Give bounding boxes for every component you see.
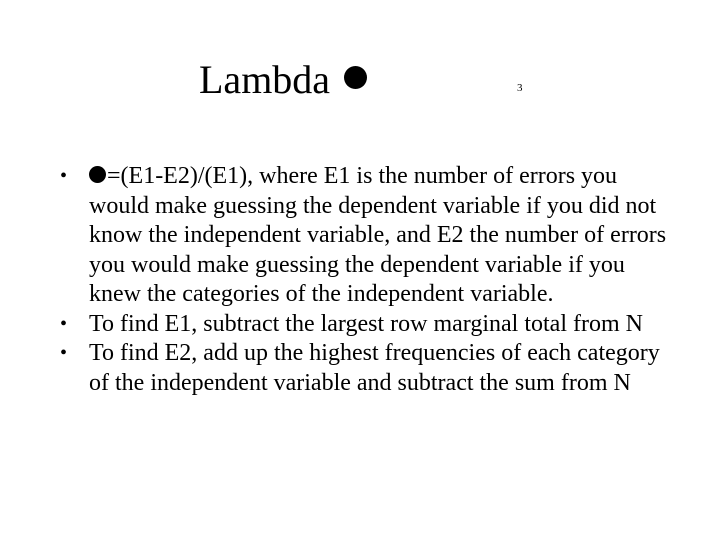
- bullet-list: [56, 162, 668, 398]
- page-mark: 3: [517, 82, 523, 94]
- bullet-item-1: [56, 162, 668, 310]
- lambda-dot-icon: [89, 166, 106, 183]
- bullet-marker: •: [60, 342, 68, 364]
- bullet-item-3: [56, 339, 668, 398]
- bullet-marker: •: [60, 312, 68, 335]
- bullet-item-2: [56, 310, 668, 340]
- bullet-marker: •: [60, 165, 68, 187]
- lambda-dot-icon: [344, 66, 367, 89]
- slide-title: [199, 56, 367, 104]
- bullet-text-2: To find E1, subtract the largest row marginal total from N: [89, 310, 643, 337]
- bullet-text-1: =(E1-E2)/(E1), where E1 is the number of errors you would make guessing the dependent variable if you did not know the independent variable, and E2 the number of errors you would make guessing the dependent variable if you knew the categories of the independent variable.: [89, 163, 667, 307]
- title-text: Lambda: [199, 57, 331, 102]
- bullet-text-3: To find E2, add up the highest frequencies of each category of the independent variable and subtract the sum from N: [89, 340, 660, 396]
